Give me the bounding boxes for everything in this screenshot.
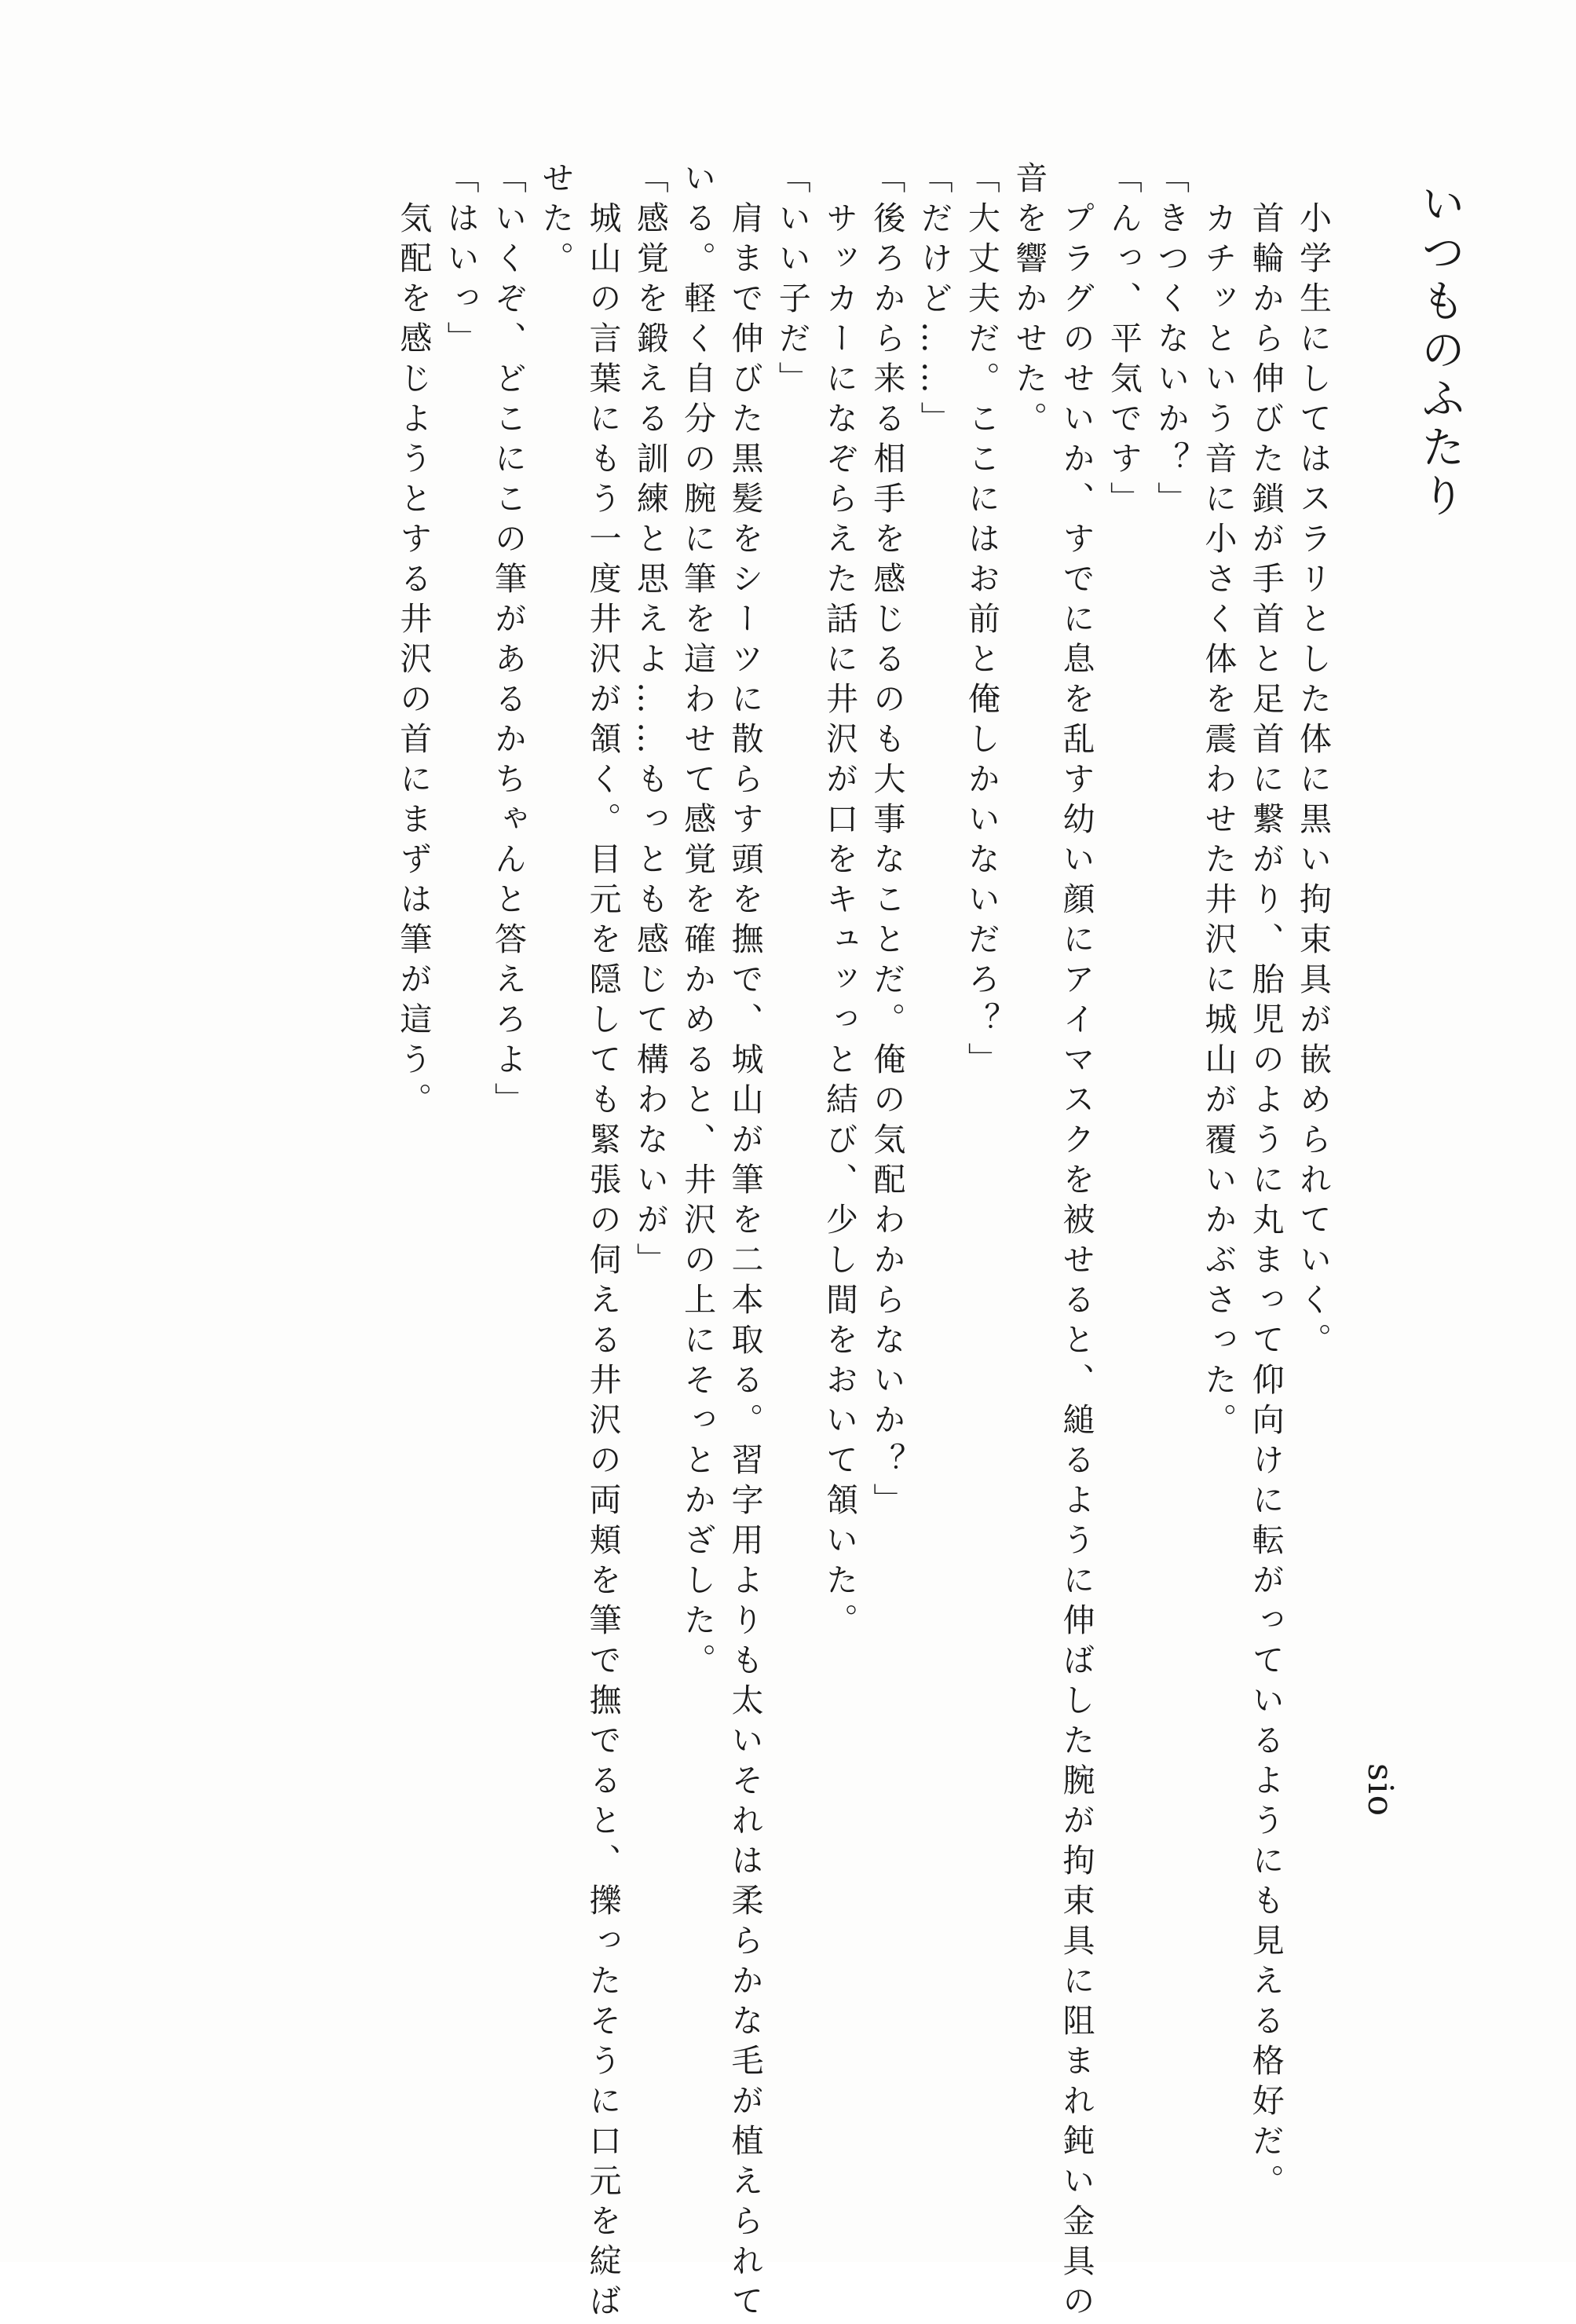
dialogue-line: 「大丈夫だ。ここにはお前と俺しかいないだろ？」: [962, 161, 1000, 1082]
dialogue-line: 「いい子だ」: [773, 161, 811, 401]
text-line: 首輪から伸びた鎖が手首と足首に繋がり、胎児のように丸まって仰向けに転がっているようにも見える格好だ。: [1246, 161, 1285, 2204]
dialogue-line: 「いくぞ、どこにこの筆があるかちゃんと答えろよ」: [488, 161, 527, 1122]
dialogue-line: 「だけど……」: [915, 161, 953, 441]
text-line: 気配を感じようとする井沢の首にまずは筆が這う。: [394, 161, 433, 1122]
text-line: カチッという音に小さく体を震わせた井沢に城山が覆いかぶさった。: [1199, 161, 1238, 1443]
dialogue-line: 「感覚を鍛える訓練と思えよ……もっとも感じて構わないが」: [631, 161, 669, 1283]
text-line: 城山の言葉にもう一度井沢が頷く。目元を隠しても緊張の伺える井沢の両頬を筆で撫でると、擽ったそうに口元を綻ば: [583, 161, 622, 2324]
story-title: いつものふたり: [1414, 181, 1465, 522]
story-body: [389, 161, 1336, 2324]
dialogue-line: 「きつくないか？」: [1152, 161, 1190, 522]
text-line: せた。: [536, 161, 575, 281]
text-line: いる。軽く自分の腕に筆を這わせて感覚を確かめると、井沢の上にそっとかざした。: [678, 161, 717, 1683]
text-line: 音を響かせた。: [1010, 161, 1048, 441]
text-line: プラグのせいか、すでに息を乱す幼い顔にアイマスクを被せると、縋るように伸ばした腕が拘束具に阻まれ鈍い金具の: [1057, 161, 1095, 2324]
author-name: sio: [1360, 1763, 1400, 1818]
text-line: 肩まで伸びた黒髪をシーツに散らす頭を撫で、城山が筆を二本取る。習字用よりも太いそれは柔らかな毛が植えられて: [726, 161, 764, 2324]
dialogue-line: 「はいっ」: [441, 161, 480, 361]
text-line: 小学生にしてはスラリとした体に黒い拘束具が嵌められていく。: [1294, 161, 1332, 1363]
text-line: サッカーになぞらえた話に井沢が口をキュッっと結び、少し間をおいて頷いた。: [821, 161, 859, 1643]
dialogue-line: 「後ろから来る相手を感じるのも大事なことだ。俺の気配わからないか？」: [868, 161, 906, 1523]
dialogue-line: 「んっ、平気です」: [1104, 161, 1143, 522]
